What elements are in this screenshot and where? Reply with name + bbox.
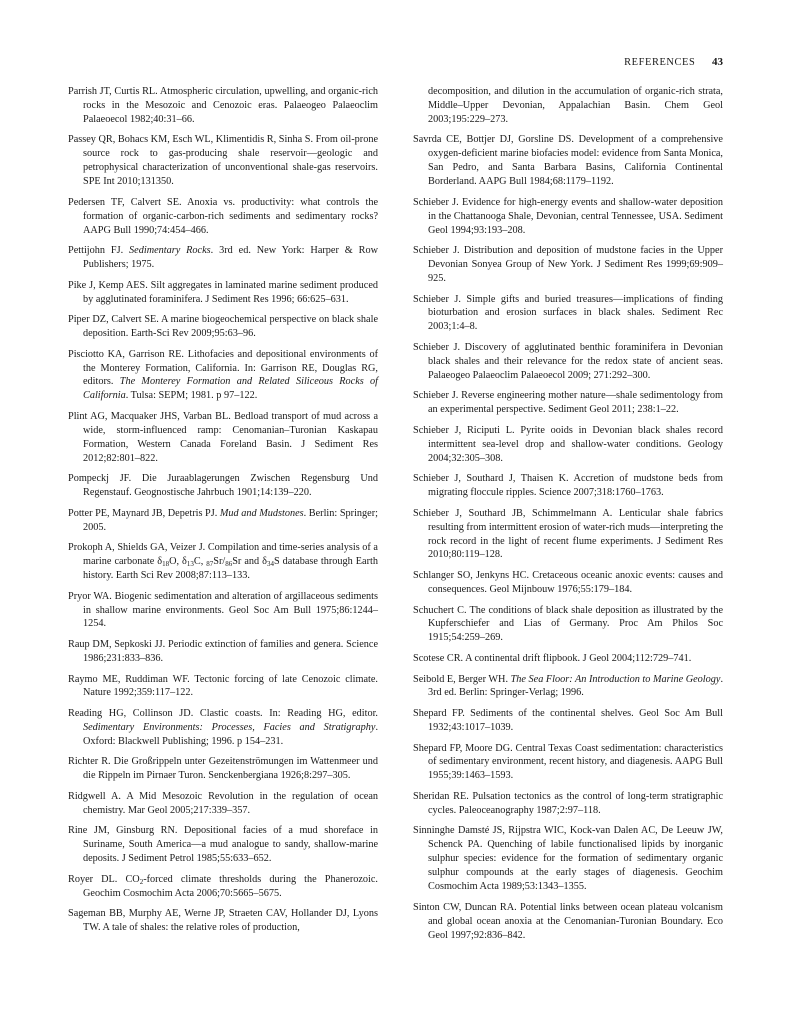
isotope-subscript: 86 [225, 560, 233, 569]
reference-text: Potter PE, Maynard JB, Depetris PJ. [68, 507, 220, 519]
reference-entry: Schieber J. Simple gifts and buried treasures—implications of finding bioturbation and erosion surfaces in black shales. Sediment Rec 2003;1:4–8. [413, 293, 723, 333]
reference-entry: Rine JM, Ginsburg RN. Depositional facies of a mud shoreface in Suriname, South America—a mud analogue to sandy, shallow-marine deposits. J Sediment Petrol 1985;55:633–652. [68, 825, 378, 865]
running-title: REFERENCES [624, 57, 696, 68]
chemical-subscript: 2 [139, 877, 144, 886]
reference-entry: Schieber J, Riciputi L. Pyrite ooids in Devonian black shales record intermittent sea-level drop and shallow-water conditions. Geology 2004;32:305–308. [413, 424, 723, 464]
book-title: Sedimentary Environments: Processes, Facies and Stratigraphy [83, 721, 376, 733]
reference-text: S database through Earth history. Earth Sci Rev 2008;87:113–133. [83, 556, 378, 582]
reference-entry [68, 873, 378, 901]
reference-entry: Sinton CW, Duncan RA. Potential links between ocean plateau volcanism and global ocean anoxia at the Cenomanian-Turonian Boundary. Eco Geol 1997;92:836–842. [413, 901, 723, 941]
reference-entry: Raymo ME, Ruddiman WF. Tectonic forcing of late Cenozoic climate. Nature 1992;359:117–122. [68, 673, 378, 699]
book-title: Sedimentary Rocks [129, 245, 211, 257]
reference-text: Royer DL. CO [68, 873, 140, 885]
reference-entry: Sinninghe Damsté JS, Rijpstra WIC, Kock-van Dalen AC, De Leeuw JW, Schenck PA. Quenching of labile functionalised lipids by inorganic sulphur species: evidence for the formation of sedimentary organic sulphur compounds at the early stages of diagenesis. Geochim Cosmochim Acta 1989;53:1343–1355. [413, 825, 723, 893]
reference-entry: Pedersen TF, Calvert SE. Anoxia vs. productivity: what controls the formation of organic-carbon-rich sediments and sedimentary rocks? AAPG Bull 1990;74:454–466. [68, 196, 378, 236]
reference-entry: Savrda CE, Bottjer DJ, Gorsline DS. Development of a comprehensive oxygen-deficient marine biofacies model: evidence from Santa Monica, San Pedro, and Santa Barbara Basins, California Continental Borderland. AAPG Bull 1984;68:1179–1192. [413, 134, 723, 188]
page-header [624, 55, 723, 70]
reference-entry: Scotese CR. A continental drift flipbook. J Geol 2004;112:729–741. [413, 652, 692, 664]
reference-entry: Pike J, Kemp AES. Silt aggregates in laminated marine sediment produced by agglutinated foraminifera. J Sediment Res 1996; 66:625–631. [68, 279, 378, 305]
reference-text: O, δ [169, 556, 187, 568]
reference-entry: Shepard FP. Sediments of the continental shelves. Geol Soc Am Bull 1932;43:1017–1039. [413, 708, 723, 733]
reference-entry: Parrish JT, Curtis RL. Atmospheric circulation, upwelling, and organic-rich rocks in the Mesozoic and Cenozoic eras. Palaeogeo Palaeoclim Palaeoecol 1982;40:31–66. [68, 86, 378, 125]
reference-entry: Passey QR, Bohacs KM, Esch WL, Klimentidis R, Sinha S. From oil-prone source rock to gas-producing shale reservoir—geologic and petrophysical characterization of unconventional shale-gas reservoirs. SPE Int 2010;131350. [68, 134, 378, 188]
isotope-subscript: 34 [266, 560, 274, 569]
reference-entry: Sageman BB, Murphy AE, Werne JP, Straeten CAV, Hollander DJ, Lyons TW. A tale of shales: the relative roles of production, [68, 908, 378, 934]
reference-column-right [413, 85, 723, 949]
reference-text: C, [193, 556, 207, 568]
reference-text: . 3rd ed. Berlin: Springer-Verlag; 1996. [428, 673, 723, 699]
reference-entry: Shepard FP, Moore DG. Central Texas Coast sedimentation: characteristics of sedimentary environment, recent history, and diagenesis. AAPG Bull 1955;39:1463–1593. [413, 742, 723, 782]
reference-text: . Oxford: Blackwell Publishing; 1996. p 154–231. [83, 721, 378, 747]
reference-entry: Sheridan RE. Pulsation tectonics as the control of long-term stratigraphic cycles. Paleoceanography 1987;2:97–118. [413, 790, 723, 816]
book-title: The Sea Floor: An Introduction to Marine Geology [510, 673, 721, 685]
reference-text: . Tulsa: SEPM; 1981. p 97–122. [125, 390, 258, 402]
reference-text: Pisciotto KA, Garrison RE. Lithofacies and depositional environments of the Monterey Formation, California. In: Garrison RE, Douglas RG, editors. [68, 348, 378, 388]
book-title: Mud and Mudstones [219, 507, 304, 519]
reference-continuation: decomposition, and dilution in the accumulation of organic-rich strata, Middle–Upper Devonian, Appalachian Basin. Chem Geol 2003;195:229–273. [428, 86, 723, 125]
reference-entry: Schieber J. Discovery of agglutinated benthic foraminifera in Devonian black shales and their relevance for the redox state of ancient seas. Palaeogeo Palaeoclim Palaeoecol 2009; 271:292–300. [413, 341, 723, 381]
isotope-subscript: 18 [162, 560, 170, 569]
reference-text: -forced climate thresholds during the Phanerozoic. Geochim Cosmochim Acta 2006;70:5665–5675. [83, 873, 378, 899]
reference-entry: Ridgwell A. A Mid Mesozoic Revolution in the regulation of ocean chemistry. Mar Geol 2005;217:339–357. [68, 790, 378, 816]
reference-entry [68, 348, 378, 404]
reference-text: . 3rd ed. New York: Harper & Row Publishers; 1975. [83, 245, 378, 271]
reference-text: Pettijohn FJ. [68, 245, 130, 257]
reference-entry: Pompeckj JF. Die Juraablagerungen Zwischen Regensburg Und Regenstauf. Geognostische Jahrbuch 1901;14:139–220. [68, 473, 378, 499]
reference-entry [68, 507, 378, 535]
reference-entry: Schuchert C. The conditions of black shale deposition as illustrated by the Kupferschiefer and Lias of Germany. Proc Am Philos Soc 1915;54:259–269. [413, 604, 723, 644]
reference-text: Reading HG, Collinson JD. Clastic coasts. In: Reading HG, editor. [68, 708, 378, 720]
reference-entry: Schieber J, Southard JB, Schimmelmann A. Lenticular shale fabrics resulting from intermittent erosion of water-rich muds—interpreting the rock record in the light of recent flume experiments. J Sediment Res 2010;80:119–128. [413, 507, 723, 561]
reference-entry: Schieber J. Evidence for high-energy events and shallow-water deposition in the Chattanooga Shale, Devonian, central Tennessee, USA. Sediment Geol 1994;93:193–208. [413, 196, 723, 236]
book-title: The Monterey Formation and Related Siliceous Rocks of California [83, 376, 378, 402]
reference-entry: Schieber J. Distribution and deposition of mudstone facies in the Upper Devonian Sonyea Group of New York. J Sediment Res 1999;69:909–925. [413, 245, 723, 284]
reference-entry [413, 673, 723, 701]
reference-entry [68, 541, 378, 583]
isotope-subscript: 87 [206, 560, 214, 569]
reference-text: . Berlin: Springer; 2005. [83, 507, 378, 533]
reference-entry [68, 707, 378, 749]
reference-entry [68, 244, 378, 272]
reference-entry: Plint AG, Macquaker JHS, Varban BL. Bedload transport of mud across a wide, storm-influenced ramp: Cenomanian–Turonian Kaskapau Formation, Western Canada Foreland Basin. J Sediment Res 2012;82:801–822. [68, 410, 378, 464]
reference-entry: Pryor WA. Biogenic sedimentation and alteration of argillaceous sediments in shallow marine environments. Geol Soc Am Bull 1975;86:1244–1254. [68, 590, 378, 630]
reference-column-left [68, 85, 378, 942]
reference-text: Sr/ [213, 556, 226, 568]
page-number: 43 [712, 56, 723, 68]
reference-entry: Piper DZ, Calvert SE. A marine biogeochemical perspective on black shale deposition. Earth-Sci Rev 2009;95:63–96. [68, 314, 378, 340]
reference-entry: Richter R. Die Großrippeln unter Gezeitenströmungen im Wattenmeer und die Rippeln im Pirnaer Turon. Senckenbergiana 1926;8:297–305. [68, 756, 378, 782]
reference-text: Prokoph A, Shields GA, Veizer J. Compilation and time-series analysis of a marine carbonate δ [68, 542, 378, 568]
reference-entry: Raup DM, Sepkoski JJ. Periodic extinction of families and genera. Science 1986;231:833–836. [68, 639, 378, 664]
reference-entry: Schlanger SO, Jenkyns HC. Cretaceous oceanic anoxic events: causes and consequences. Geol Mijnbouw 1976;55:179–184. [413, 570, 723, 595]
reference-entry: Schieber J. Reverse engineering mother nature—shale sedimentology from an experimental perspective. Sediment Geol 2011; 238:1–22. [413, 390, 723, 416]
reference-text: Sr and δ [232, 556, 267, 568]
isotope-subscript: 13 [186, 560, 194, 569]
reference-text: Seibold E, Berger WH. [413, 673, 511, 685]
reference-entry: Schieber J, Southard J, Thaisen K. Accretion of mudstone beds from migrating floccule ripples. Science 2007;318:1760–1763. [413, 473, 723, 499]
